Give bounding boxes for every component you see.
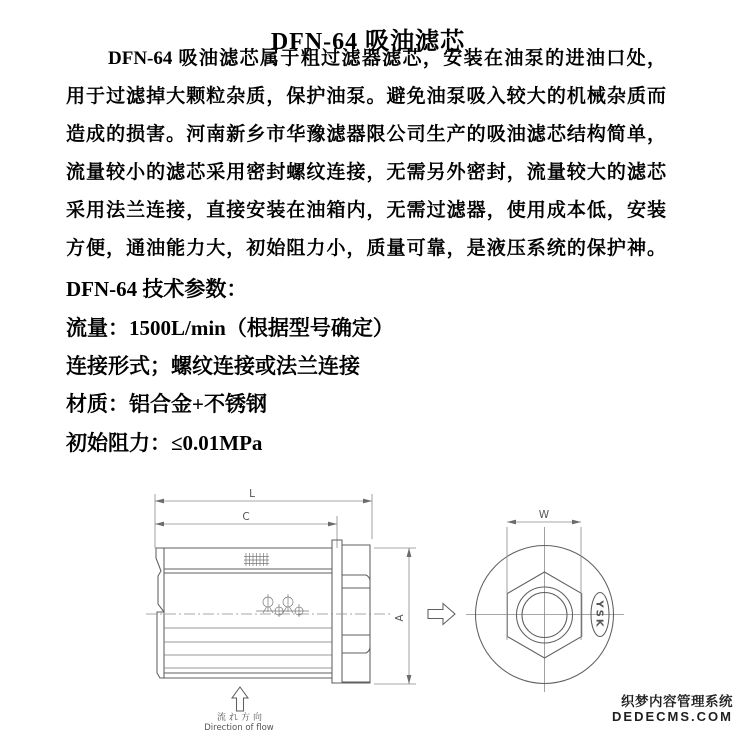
paragraph-line: 流量较小的滤芯采用密封螺纹连接，无需另外密封，流量较大的滤芯 xyxy=(66,162,666,183)
flow-direction-label-en: Direction of flow xyxy=(204,723,274,733)
brand-mark-label: YSK xyxy=(593,600,605,629)
hole-pattern-symbol xyxy=(256,594,309,617)
spec-flow-rate: 流量：1500L/min（根据型号确定） xyxy=(66,316,394,340)
side-view xyxy=(146,488,416,733)
front-view xyxy=(466,509,624,692)
intro-paragraph xyxy=(66,40,666,268)
filter-body-outline xyxy=(156,548,332,678)
paragraph-line: 造成的损害。河南新乡市华豫滤器限公司生产的吸油滤芯结构简单， xyxy=(66,124,666,145)
specs-heading: DFN-64 技术参数： xyxy=(66,277,248,301)
flow-direction xyxy=(204,687,274,733)
dim-label-W: W xyxy=(538,509,550,521)
spec-material: 材质：铝合金+不锈钢 xyxy=(66,392,267,416)
dimension-A xyxy=(394,548,411,684)
dim-label-A: A xyxy=(394,614,406,622)
up-arrow-icon xyxy=(232,687,248,711)
mesh-hatch-symbol xyxy=(244,553,269,566)
paragraph-line: 采用法兰连接，直接安装在油箱内，无需过滤器，使用成本低，安装 xyxy=(66,200,666,221)
extension-lines xyxy=(155,494,416,684)
dimension-C xyxy=(155,511,337,526)
page-title: DFN-64 吸油滤芯 xyxy=(270,29,466,56)
flange-and-nut xyxy=(332,540,370,683)
paragraph-line: 方便，通油能力大，初始阻力小，质量可靠，是液压系统的保护神。 xyxy=(66,238,666,259)
dim-label-L: L xyxy=(249,488,255,500)
spec-initial-resistance: 初始阻力：≤0.01MPa xyxy=(66,431,263,455)
paragraph-line: 用于过滤掉大颗粒杂质，保护油泵。避免油泵吸入较大的机械杂质而 xyxy=(66,86,666,107)
dimension-W xyxy=(507,509,581,640)
paragraph-line: DFN-64 吸油滤芯属于粗过滤器滤芯，安装在油泵的进油口处， xyxy=(108,48,666,69)
dimension-L xyxy=(155,488,372,503)
view-direction-arrow-icon xyxy=(428,604,455,625)
flow-direction-label-cjk: 流れ方向 xyxy=(216,712,266,722)
spec-connection-type: 连接形式；螺纹连接或法兰连接 xyxy=(66,354,360,378)
watermark-en: DEDECMS.COM xyxy=(612,709,733,724)
watermark xyxy=(612,694,733,724)
watermark-cn: 织梦内容管理系统 xyxy=(621,694,733,709)
dim-label-C: C xyxy=(242,511,250,523)
